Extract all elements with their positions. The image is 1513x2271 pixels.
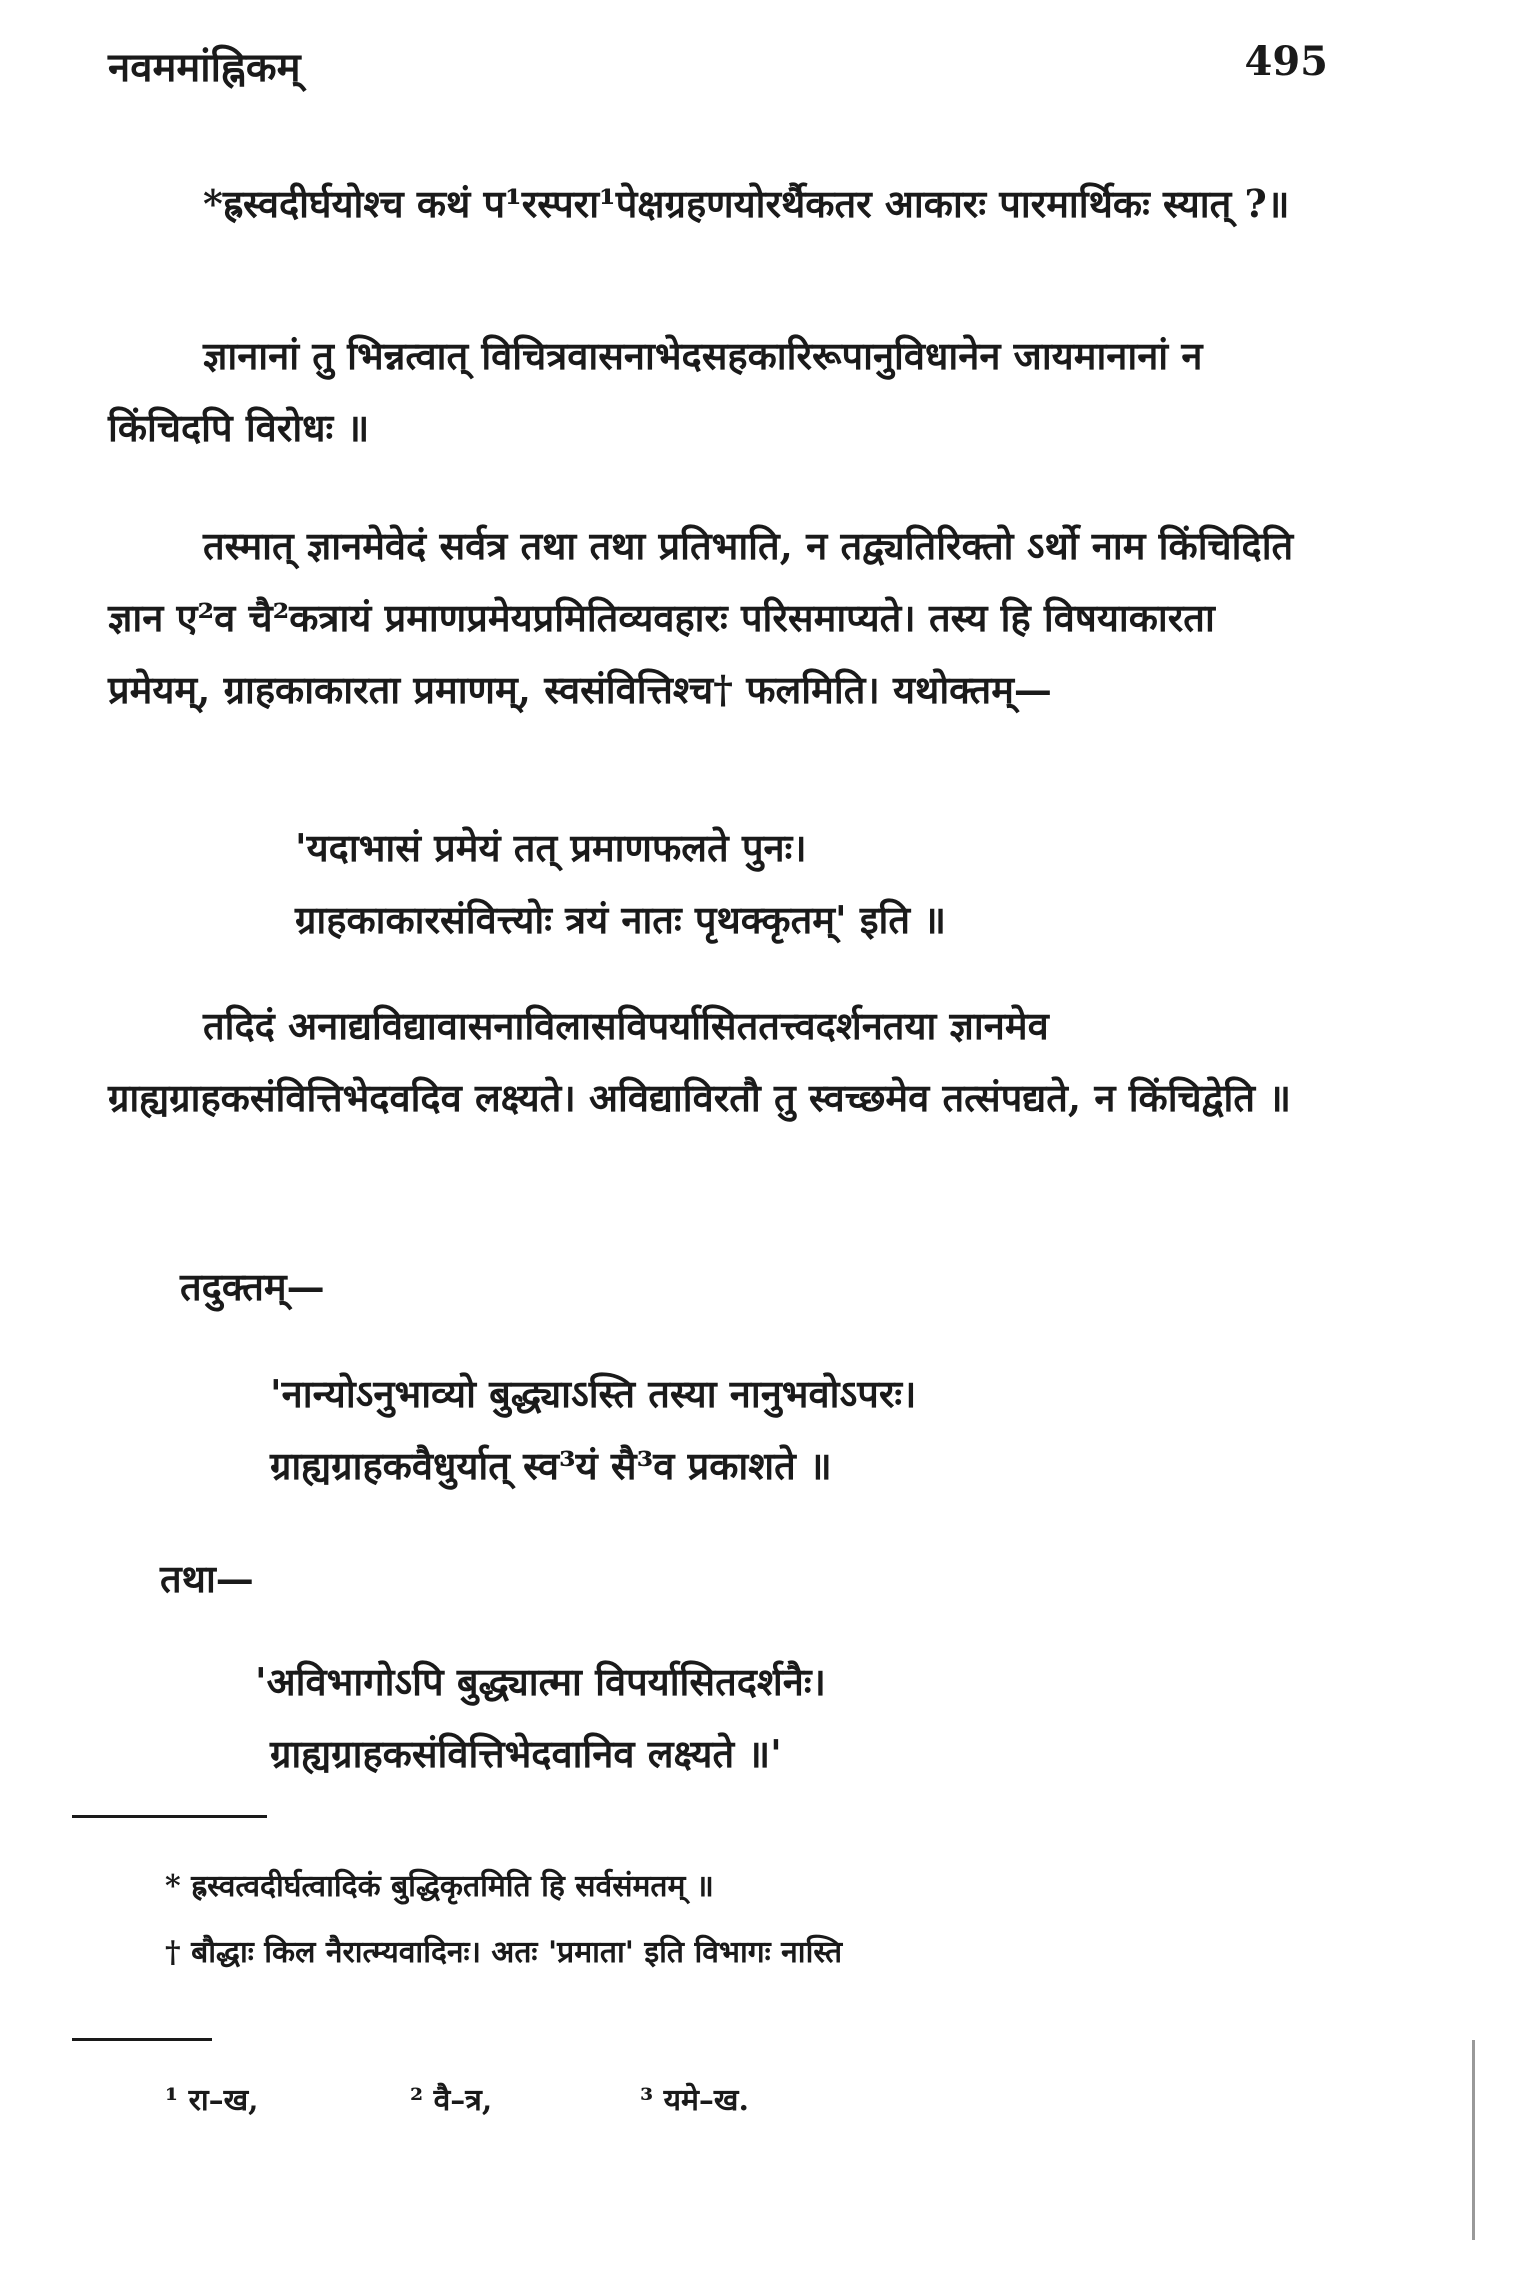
verse-3-line-1: 'अविभागोऽपि बुद्ध्यात्मा विपर्यासितदर्शनैः। [255, 1659, 826, 1704]
page-number: 495 [1244, 38, 1328, 85]
verse-1-line-2: ग्राहकाकारसंवित्त्योः त्रयं नातः पृथक्कृतम्' इति ॥ [295, 897, 947, 942]
variants-rule [72, 2038, 212, 2041]
footnote-1: * ह्रस्वत्वदीर्घत्वादिकं बुद्धिकृतमिति हि सर्वसंमतम् ॥ [165, 1869, 714, 1904]
paragraph-2: ज्ञानानां तु भिन्नत्वात् विचित्रवासनाभेदसहकारिरूपानुविधानेन जायमानानां न किंचिदपि विरोधः ॥ [108, 333, 1203, 450]
label-taduktam: तदुक्तम्— [180, 1264, 325, 1309]
variant-note-2: ² वै–त्र, [410, 2083, 493, 2118]
verse-2-line-1: 'नान्योऽनुभाव्यो बुद्ध्याऽस्ति तस्या नानुभवोऽपरः। [270, 1371, 917, 1416]
scan-edge-mark [1472, 2040, 1475, 2240]
footnote-rule [72, 1815, 267, 1818]
paragraph-4: तदिदं अनाद्यविद्यावासनाविलासविपर्यासिततत्त्वदर्शनतया ज्ञानमेव ग्राह्यग्राहकसंवित्तिभेदवदिव लक्ष्यते। अविद्याविरतौ तु स्वच्छमेव तत्संपद्यते, न किंचिद्वेति ॥ [108, 1003, 1292, 1120]
variant-note-3: ³ यमे–ख. [640, 2083, 749, 2118]
running-title: नवममांह्निकम् [108, 44, 301, 91]
verse-1-line-1: 'यदाभासं प्रमेयं तत् प्रमाणफलते पुनः। [295, 825, 807, 870]
paragraph-3: तस्मात् ज्ञानमेवेदं सर्वत्र तथा तथा प्रतिभाति, न तद्व्यतिरिक्तो ऽर्थो नाम किंचिदिति ज्ञान ए²व चै²कत्रायं प्रमाणप्रमेयप्रमितिव्यवहारः परिसमाप्यते। तस्य हि विषयाकारता प्रमेयम्, ग्राहकाकारता प्रमाणम्, स्वसंवित्तिश्च† फलमिति। यथोक्तम्— [108, 523, 1294, 712]
verse-3-line-2: ग्राह्यग्राहकसंवित्तिभेदवानिव लक्ष्यते ॥' [270, 1731, 782, 1776]
label-tatha: तथा— [160, 1556, 254, 1601]
variant-note-1: ¹ रा–ख, [165, 2083, 259, 2118]
paragraph-1: *ह्रस्वदीर्घयोश्च कथं प¹रस्परा¹पेक्षग्रहणयोरर्थैकतर आकारः पारमार्थिकः स्यात् ?॥ [203, 181, 1290, 226]
verse-2-line-2: ग्राह्यग्राहकवैधुर्यात् स्व³यं सै³व प्रकाशते ॥ [270, 1443, 832, 1488]
footnote-2: † बौद्धाः किल नैरात्म्यवादिनः। अतः 'प्रमाता' इति विभागः नास्ति [165, 1935, 843, 1970]
